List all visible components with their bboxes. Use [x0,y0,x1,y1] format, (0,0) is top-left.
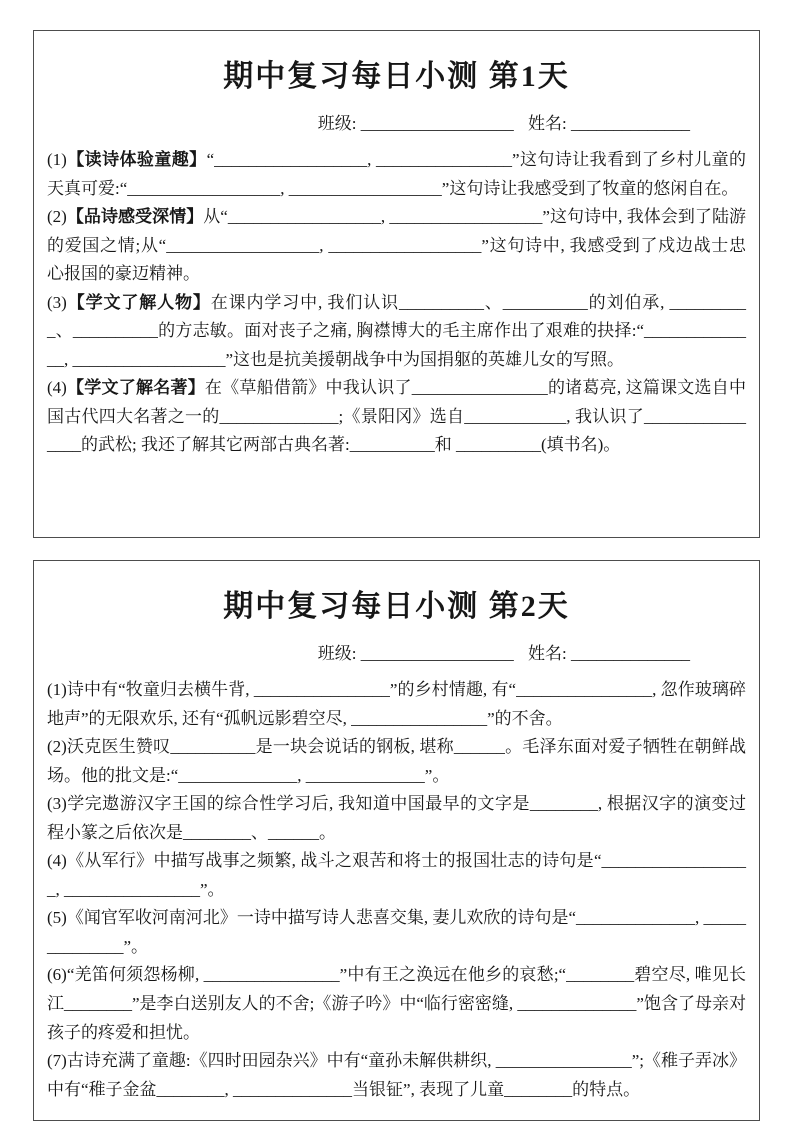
name-label: 姓名: [528,114,567,133]
day1-question-4 [47,374,746,460]
day2-question-7 [47,1047,746,1104]
class-label: 班级: [317,114,357,133]
day2-question-4 [47,847,746,904]
day1-question-1 [47,146,746,203]
question-text: 在《草船借箭》中我认识了________________的诸葛亮, 这篇课文选自中国古代四大名著之一的______________;《景阳冈》选自____________, 我认识了________________的武松; 我还了解其它两部古典名著:__________和 __________(填书名)。 [47,378,747,455]
class-label: 班级: [317,644,357,663]
day1-class-name-line [47,109,746,134]
question-number: (3) [47,292,67,312]
day2-question-3 [47,790,746,847]
day1-title: 期中复习每日小测 第1天 [223,60,570,93]
question-number: (4) [47,851,67,871]
question-number: (7) [47,1051,67,1071]
question-number: (5) [47,908,67,928]
question-number: (4) [47,378,67,398]
day2-question-1 [47,676,746,733]
question-tag: 【学文了解人物】 [66,292,211,312]
day2-class-name-line [47,639,746,664]
name-label: 姓名: [528,644,567,663]
day2-question-6 [47,961,746,1047]
day1-section [33,30,760,538]
question-text: “__________________, ________________”这句诗让我看到了乡村儿童的天真可爱:“__________________, __________________”这句诗让我感受到了牧童的悠闲自在。 [47,150,746,198]
day2-section [33,560,760,1121]
question-text: 诗中有“牧童归去横牛背, ________________”的乡村情趣, 有“________________, 忽作玻璃碎地声”的无限欢乐, 还有“孤帆远影碧空尽, ________________”的不舍。 [47,680,746,728]
question-number: (2) [47,207,67,227]
question-number: (6) [47,965,67,985]
day2-question-2 [47,733,746,790]
question-number: (1) [47,680,67,699]
question-number: (3) [47,794,67,814]
class-blank: __________________ [360,114,514,133]
question-text: 从“__________________, __________________”这句诗中, 我体会到了陆游的爱国之情;从“__________________, __________________”这句诗中, 我感受到了戍边战士忠心报国的豪迈精神。 [47,207,746,284]
question-text: 在课内学习中, 我们认识__________、__________的刘伯承, __________、__________的方志敏。面对丧子之痛, 胸襟博大的毛主席作出了艰难的抉择:“______________, __________________”这也是抗美援朝战争中为国捐躯的英雄儿女的写照。 [47,292,747,369]
question-text: 沃克医生赞叹__________是一块会说话的钢板, 堪称______。毛泽东面对爱子牺牲在朝鲜战场。他的批文是:“______________, ______________”。 [47,737,746,785]
question-number: (2) [47,737,67,757]
question-tag: 【品诗感受深情】 [66,207,204,227]
question-text: 《闻官军收河南河北》一诗中描写诗人悲喜交集, 妻儿欢欣的诗句是“______________, ______________”。 [47,908,746,956]
question-text: 《从军行》中描写战事之频繁, 战斗之艰苦和将士的报国壮志的诗句是“__________________, ________________”。 [47,851,746,899]
day1-question-3 [47,289,746,375]
question-text: 古诗充满了童趣:《四时田园杂兴》中有“童孙未解供耕织, ________________”;《稚子弄冰》中有“稚子金盆________, ______________当银钲”, 表现了儿童________的特点。 [47,1051,746,1099]
day2-question-5 [47,904,746,961]
name-blank: ______________ [571,114,690,133]
question-text: “羌笛何须怨杨柳, ________________”中有王之涣远在他乡的哀愁;“________碧空尽, 唯见长江________”是李白送别友人的不舍;《游子吟》中“临行密密缝, ______________”饱含了母亲对孩子的疼爱和担忧。 [47,965,746,1042]
question-text: 学完遨游汉字王国的综合性学习后, 我知道中国最早的文字是________, 根据汉字的演变过程小篆之后依次是________、______。 [47,794,746,842]
question-tag: 【学文了解名著】 [66,378,205,398]
question-tag: 【读诗体验童趣】 [66,150,207,169]
question-number: (1) [47,150,67,169]
day2-title: 期中复习每日小测 第2天 [223,590,570,623]
day1-question-2 [47,203,746,289]
class-blank: __________________ [360,644,514,663]
name-blank: ______________ [571,644,690,663]
